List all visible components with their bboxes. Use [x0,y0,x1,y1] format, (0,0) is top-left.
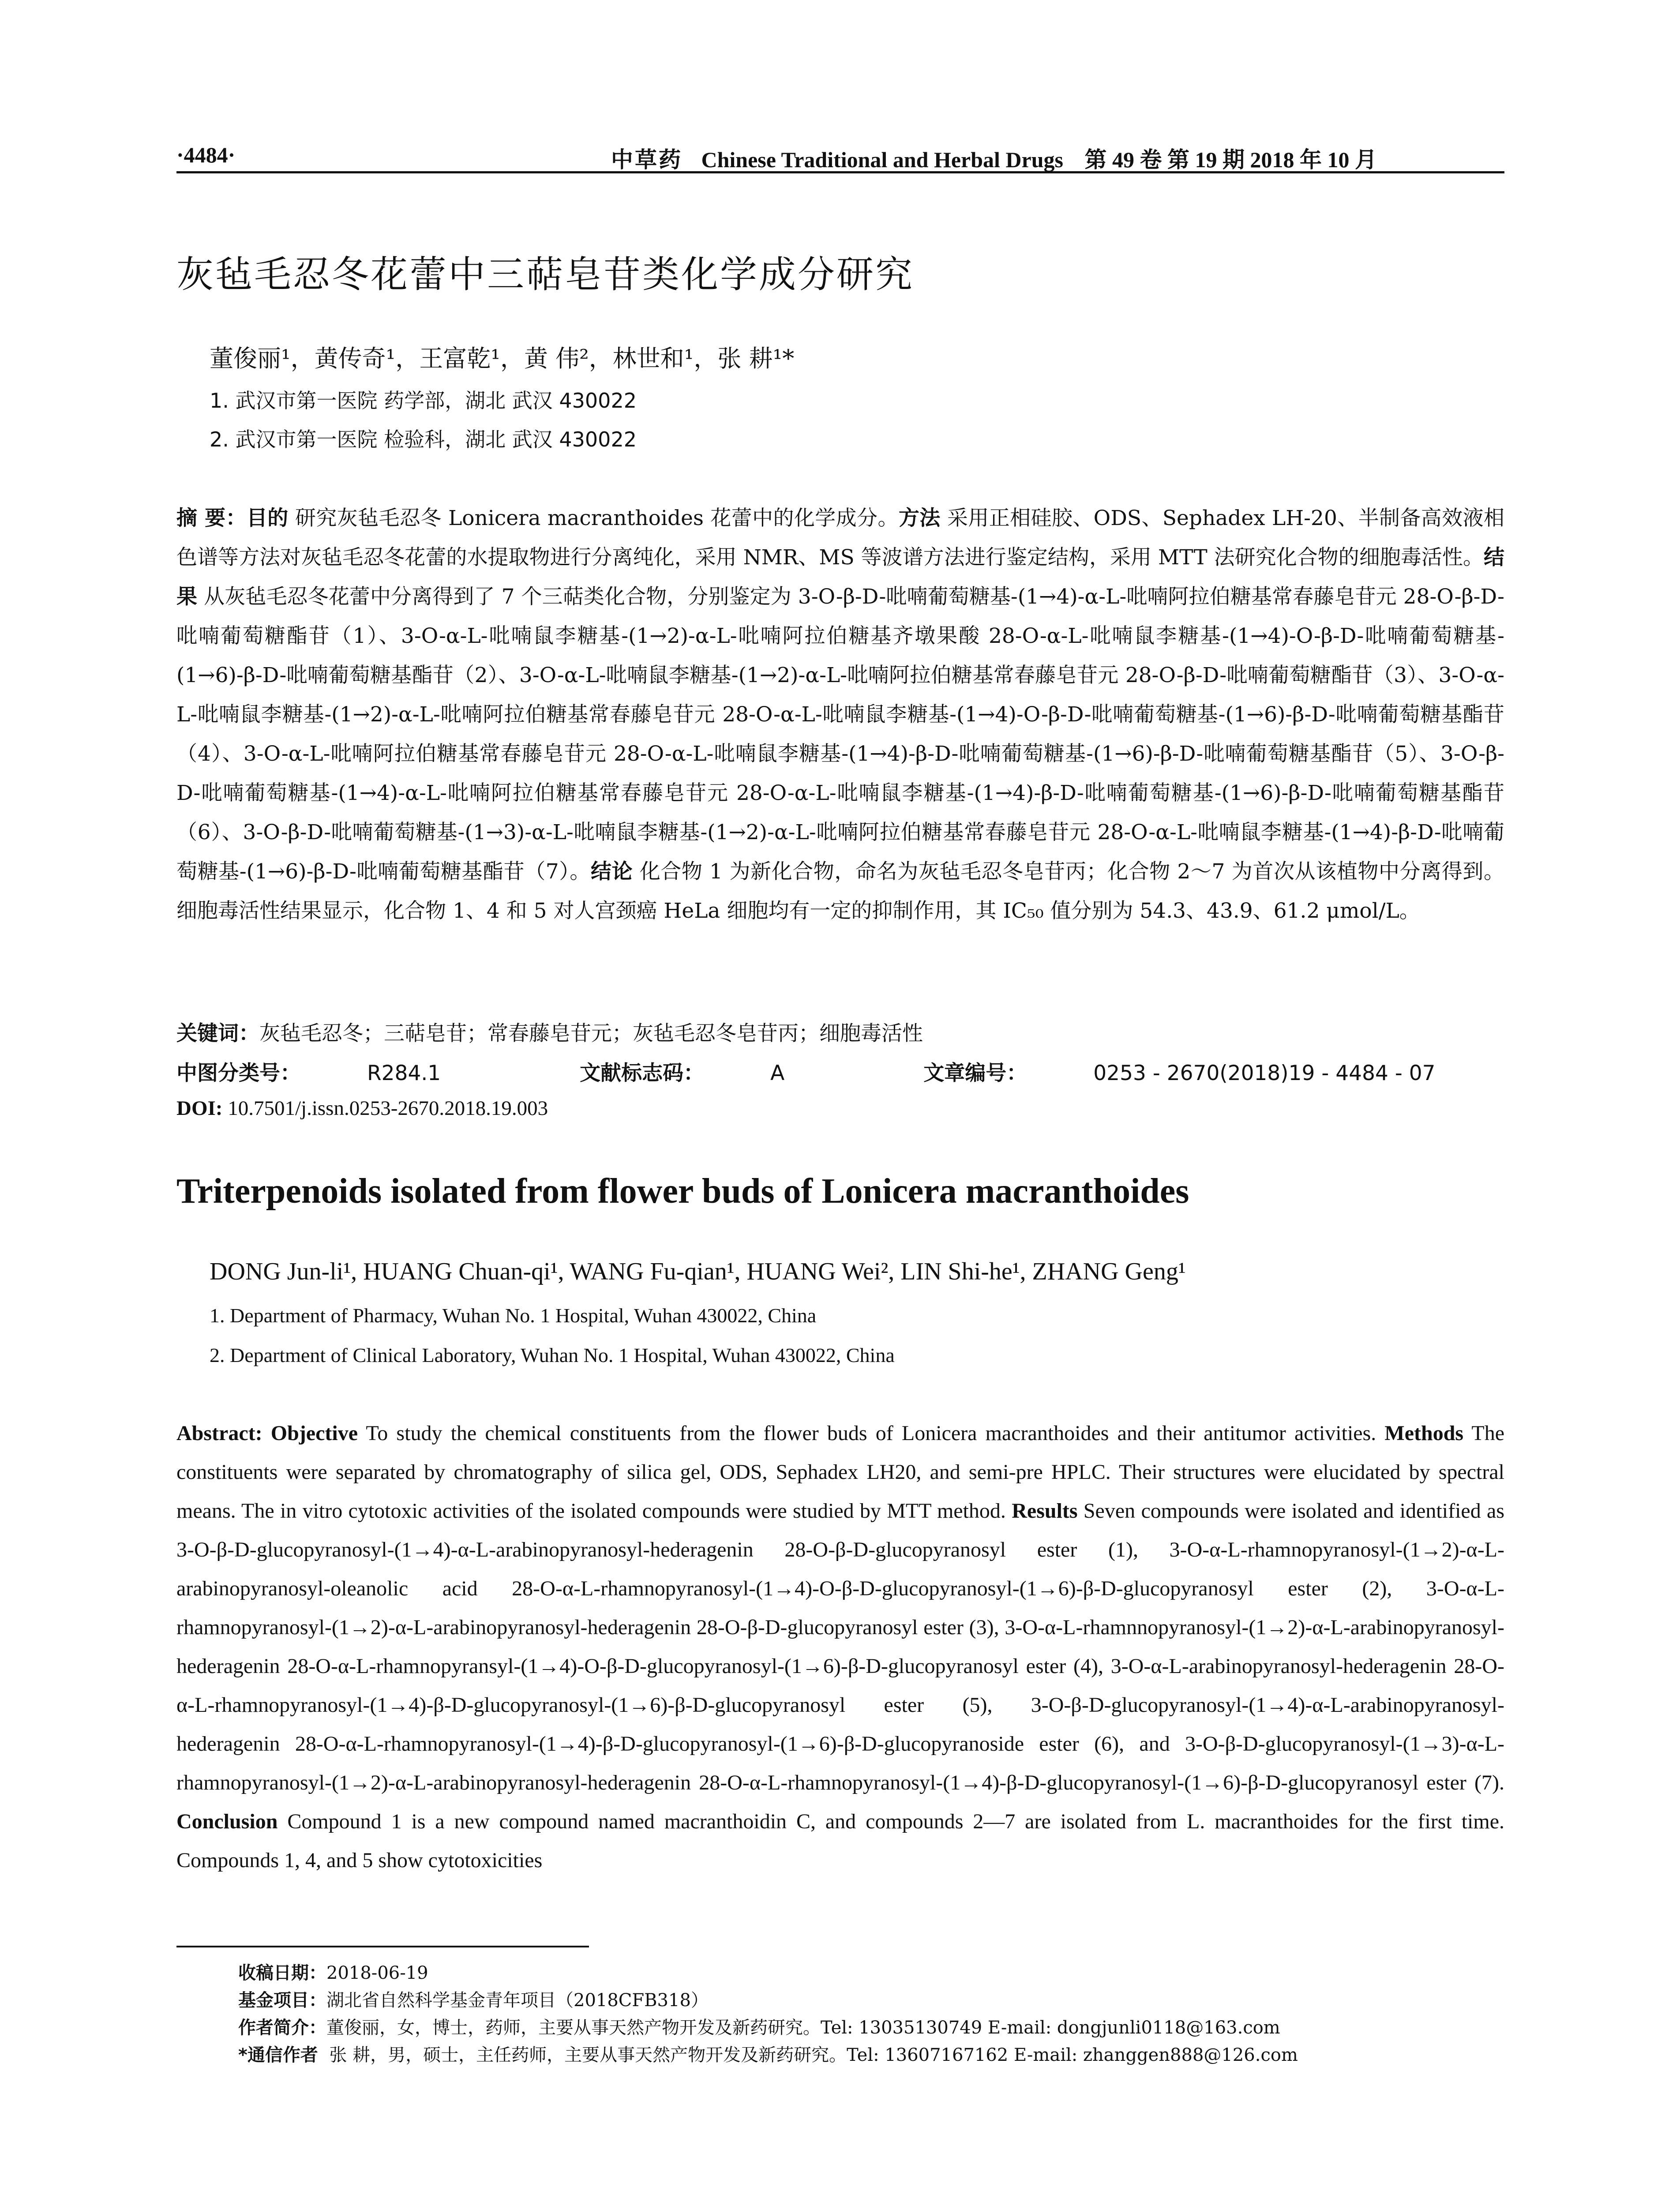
journal-name-en: Chinese Traditional and Herbal Drugs [701,147,1063,172]
affiliation-en-2: 2. Department of Clinical Laboratory, Wuhan No. 1 Hospital, Wuhan 430022, China [210,1344,895,1366]
clc-label: 中图分类号： [176,1061,301,1085]
conclusion-cn-label: 结论 [590,859,633,884]
article-number-label: 文章编号： [923,1061,1028,1085]
results-cn: 从灰毡毛忍冬花蕾中分离得到了 7 个三萜类化合物，分别鉴定为 3-O-β-D-吡喃葡萄糖基-(1→4)-α-L-吡喃阿拉伯糖基常春藤皂苷元 28-O-β-D-吡喃葡萄糖酯苷（1）、3-O-α-L-吡喃鼠李糖基-(1→2)-α-L-吡喃阿拉伯糖基齐墩果酸 28-O-α-L-吡喃鼠李糖基-(1→4)-O-β-D-吡喃葡萄糖基-(1→6)-β-D-吡喃葡萄糖基酯苷（2）、3-O-α-L-吡喃鼠李糖基-(1→2)-α-L-吡喃阿拉伯糖基常春藤皂苷元 28-O-β-D-吡喃葡萄糖酯苷（3）、3-O-α-L-吡喃鼠李糖基-(1→2)-α-L-吡喃阿拉伯糖基常春藤皂苷元 28-O-α-L-吡喃鼠李糖基-(1→4)-O-β-D-吡喃葡萄糖基-(1→6)-β-D-吡喃葡萄糖基酯苷（4）、3-O-α-L-吡喃阿拉伯糖基常春藤皂苷元 28-O-α-L-吡喃鼠李糖基-(1→4)-β-D-吡喃葡萄糖基-(1→6)-β-D-吡喃葡萄糖基酯苷（5）、3-O-β-D-吡喃葡萄糖基-(1→4)-α-L-吡喃阿拉伯糖基常春藤皂苷元 28-O-α-L-吡喃鼠李糖基-(1→4)-β-D-吡喃葡萄糖基-(1→6)-β-D-吡喃葡萄糖基酯苷（6）、3-O-β-D-吡喃葡萄糖基-(1→3)-α-L-吡喃鼠李糖基-(1→2)-α-L-吡喃阿拉伯糖基常春藤皂苷元 28-O-α-L-吡喃鼠李糖基-(1→4)-β-D-吡喃葡萄糖基-(1→6)-β-D-吡喃葡萄糖基酯苷（7）。 [176,585,1504,884]
objective-cn-label: 目的 [246,506,289,530]
doc-code-value: A [770,1061,785,1085]
objective-en-label: Objective [270,1422,358,1445]
affiliation-cn-2: 2. 武汉市第一医院 检验科，湖北 武汉 430022 [210,428,637,451]
affiliation-en-1: 1. Department of Pharmacy, Wuhan No. 1 Hospital, Wuhan 430022, China [210,1304,817,1327]
footnote-fund [238,1986,709,2011]
conclusion-en-label: Conclusion [176,1810,278,1833]
journal-issue: 第 49 卷 第 19 期 2018 年 10 月 [1084,147,1377,172]
running-header [176,140,1504,173]
fund-text: 湖北省自然科学基金青年项目（2018CFB318） [326,1990,709,2011]
objective-cn: 研究灰毡毛忍冬 Lonicera macranthoides 花蕾中的化学成分。 [295,506,899,530]
journal-info [611,142,1377,174]
authors-en: DONG Jun-li¹, HUANG Chuan-qi¹, WANG Fu-qian¹, HUANG Wei², LIN Shi-he¹, ZHANG Geng¹ [210,1258,1186,1285]
title-en: Triterpenoids isolated from flower buds of Lonicera macranthoides [176,1172,1189,1211]
keywords-cn [176,1017,923,1047]
keywords-cn-text: 灰毡毛忍冬；三萜皂苷；常春藤皂苷元；灰毡毛忍冬皂苷丙；细胞毒活性 [259,1021,923,1046]
journal-name-cn: 中草药 [611,146,682,173]
footnote-received [238,1959,428,1984]
clc-value: R284.1 [367,1061,441,1085]
doi [176,1096,548,1120]
footnote-divider [176,1946,589,1947]
methods-cn-label: 方法 [898,506,941,530]
methods-en: The constituents were separated by chromatography of silica gel, ODS, Sephadex LH20, and semi-pre HPLC. Their structures were elucidated by spectral means. The in vitro cytotoxic activities of the isolated compounds were studied by MTT method. [176,1422,1505,1523]
abstract-en-label: Abstract: [176,1422,262,1445]
abstract-cn [176,499,1504,930]
doi-value: 10.7501/j.issn.0253-2670.2018.19.003 [228,1097,548,1120]
page-number: ·4484· [176,143,236,167]
footnote-author-bio [238,2014,1280,2039]
bio-label: 作者简介： [238,2018,326,2038]
doi-label: DOI: [176,1097,223,1120]
received-date: 2018-06-19 [326,1963,428,1983]
methods-cn: 采用正相硅胶、ODS、Sephadex LH-20、半制备高效液相色谱等方法对灰毡毛忍冬花蕾的水提取物进行分离纯化，采用 NMR、MS 等波谱方法进行鉴定结构，采用 MTT 法研究化合物的细胞毒活性。 [176,506,1504,570]
conclusion-en: Compound 1 is a new compound named macranthoidin C, and compounds 2—7 are isolated from L. macranthoides for the first time. Compounds 1, 4, and 5 show cytotoxicities [176,1810,1505,1872]
corr-label: *通信作者 [238,2045,318,2065]
received-label: 收稿日期： [238,1963,326,1983]
abstract-en [176,1414,1504,1880]
fund-label: 基金项目： [238,1990,326,2011]
title-cn: 灰毡毛忍冬花蕾中三萜皂苷类化学成分研究 [176,253,915,296]
footnote-corresponding [238,2041,1298,2066]
doc-code-label: 文献标志码： [580,1061,705,1085]
objective-en: To study the chemical constituents from the flower buds of Lonicera macranthoides and their antitumor activities. [366,1422,1376,1445]
results-en-label: Results [1012,1499,1078,1523]
methods-en-label: Methods [1384,1422,1464,1445]
keywords-cn-label: 关键词： [176,1021,259,1046]
abstract-cn-label: 摘 要： [176,506,247,530]
classification-line [176,1057,1568,1086]
bio-text: 董俊丽，女，博士，药师，主要从事天然产物开发及新药研究。Tel: 13035130749 E-mail: dongjunli0118@163.com [326,2018,1280,2038]
affiliation-cn-1: 1. 武汉市第一医院 药学部，湖北 武汉 430022 [210,389,637,413]
corr-text: 张 耕，男，硕士，主任药师，主要从事天然产物开发及新药研究。Tel: 13607167162 E-mail: zhanggen888@126.com [329,2045,1298,2065]
conclusion-cn: 化合物 1 为新化合物，命名为灰毡毛忍冬皂苷丙；化合物 2～7 为首次从该植物中分离得到。细胞毒活性结果显示，化合物 1、4 和 5 对人宫颈癌 HeLa 细胞均有一定的抑制作用，其 IC₅₀ 值分别为 54.3、43.9、61.2 μmol/L。 [176,859,1504,923]
results-cn-label: 结果 [176,545,1504,609]
article-number-value: 0253 - 2670(2018)19 - 4484 - 07 [1093,1061,1436,1085]
results-en: Seven compounds were isolated and identified as 3-O-β-D-glucopyranosyl-(1→4)-α-L-arabinopyranosyl-hederagenin 28-O-β-D-glucopyranosyl ester (1), 3-O-α-L-rhamnopyranosyl-(1→2)-α-L-arabinopyranosyl-oleanolic acid 28-O-α-L-rhamnopyranosyl-(1→4)-O-β-D-glucopyranosyl-(1→6)-β-D-glucopyranosyl ester (2), 3-O-α-L-rhamnopyranosyl-(1→2)-α-L-arabinopyranosyl-hederagenin 28-O-β-D-glucopyranosyl ester (3), 3-O-α-L-rhamnnopyranosyl-(1→2)-α-L-arabinopyranosyl-hederagenin 28-O-α-L-rhamnopyransyl-(1→4)-O-β-D-glucopyranosyl-(1→6)-β-D-glucopyranosyl ester (4), 3-O-α-L-arabinopyranosyl-hederagenin 28-O-α-L-rhamnopyranosyl-(1→4)-β-D-glucopyranosyl-(1→6)-β-D-glucopyranosyl ester (5), 3-O-β-D-glucopyranosyl-(1→4)-α-L-arabinopyranosyl-hederagenin 28-O-α-L-rhamnopyranosyl-(1→4)-β-D-glucopyranosyl-(1→6)-β-D-glucopyranoside ester (6), and 3-O-β-D-glucopyranosyl-(1→3)-α-L-rhamnopyranosyl-(1→2)-α-L-arabinopyranosyl-hederagenin 28-O-α-L-rhamnopyranosyl-(1→4)-β-D-glucopyranosyl-(1→6)-β-D-glucopyranosyl ester (7). [176,1499,1505,1794]
authors-cn: 董俊丽¹，黄传奇¹，王富乾¹，黄 伟²，林世和¹，张 耕¹* [210,345,795,372]
